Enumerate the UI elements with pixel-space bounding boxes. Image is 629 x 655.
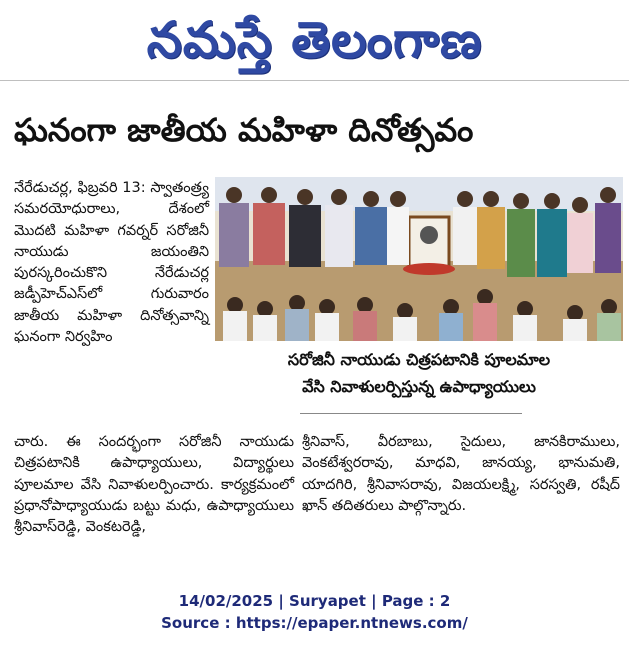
article-bottom-text: చారు. ఈ సందర్భంగా సరోజినీ నాయుడు చిత్రపటానికి ఉపాధ్యాయులు, విద్యార్థులు పూలమాల వేసి నివాళులర్పించారు. కార్యక్రమంలో ప్రధానోపాధ్యాయుడు బట్టు మధు, ఉపాధ్యాయులు శ్రీనివాస్‌రెడ్డి, వెంకటరెడ్డి, — [14, 434, 294, 536]
article-headline: ఘనంగా జాతీయ మహిళా దినోత్సవం — [14, 111, 474, 149]
article-left-column — [14, 178, 209, 348]
article-bottom-column — [14, 432, 294, 538]
photo-caption — [215, 346, 623, 400]
article-dateline: నేరేడుచర్ల, ఫిబ్రవరి 13: — [14, 180, 146, 196]
footer-source-link[interactable]: Source : https://epaper.ntnews.com/ — [161, 614, 468, 632]
caption-divider — [300, 413, 522, 414]
photo-caption-line-1: సరోజినీ నాయుడు చిత్రపటానికి పూలమాల — [287, 350, 551, 369]
article-left-text: స్వాతంత్ర్య సమరయోధురాలు, దేశంలో మొదటి మహిళా గవర్నర్ సరోజినీ నాయుడు జయంతిని పురస్కరించుకొని నేరేడుచర్ల జడ్పీహెచ్ఎస్‌లో గురువారం జాతీయ మహిళా దినోత్సవాన్ని ఘనంగా నిర్వహిం — [14, 180, 210, 346]
masthead-divider — [0, 80, 629, 81]
photo-caption-line-2: వేసి నివాళులర్పిస్తున్న ఉపాధ్యాయులు — [302, 377, 536, 396]
article-right-column — [302, 432, 620, 517]
article-right-text: శ్రీనివాస్, వీరబాబు, సైదులు, జానకిరాములు, వెంకటేశ్వరరావు, మాధవి, జానయ్య, భానుమతి, యాదగిరి, శ్రీనివాసరావు, విజయలక్ష్మి, సరస్వతి, రషీద్ ఖాన్ తదితరులు పాల్గొన్నారు. — [302, 434, 620, 514]
footer-date-edition: 14/02/2025 | Suryapet | Page : 2 — [178, 592, 451, 610]
masthead-title: నమస్తే తెలంగాణ — [146, 10, 483, 69]
article-photo — [215, 177, 623, 341]
